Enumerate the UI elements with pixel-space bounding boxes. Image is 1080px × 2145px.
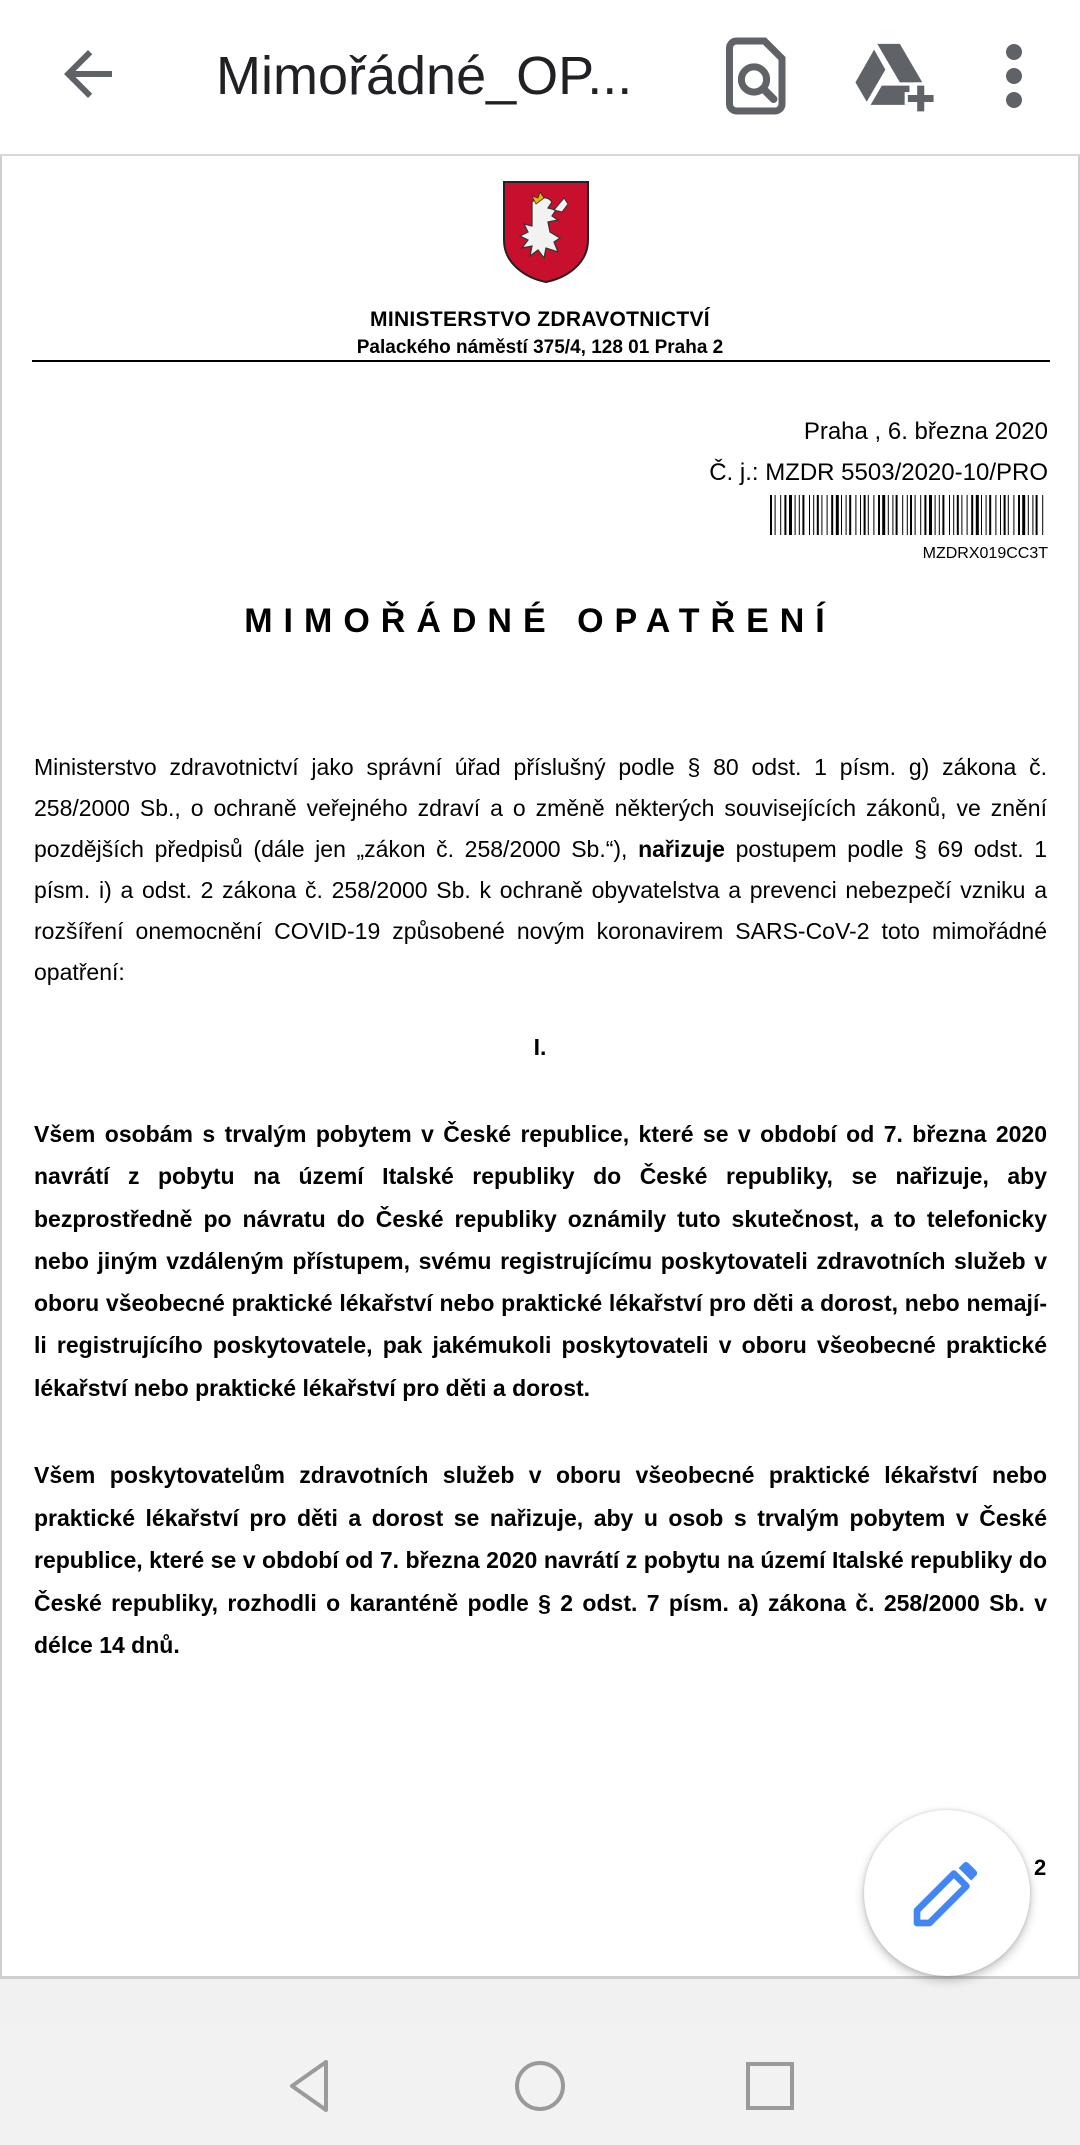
barcode-bar (924, 495, 926, 535)
barcode-bar (770, 495, 772, 535)
barcode-bar (1032, 495, 1033, 535)
barcode-code: MZDRX019CC3T (922, 545, 1048, 562)
barcode-bar (1028, 495, 1029, 535)
barcode-bar (902, 495, 903, 535)
barcode-bar (799, 495, 800, 535)
barcode-bar (802, 495, 804, 535)
intro-paragraph (34, 747, 1047, 993)
intro-text-end: postupem podle § 69 odst. 1 písm. i) a odst. 2 zákona č. 258/2000 Sb. k ochraně obyvatelstva a prevenci nebezpečí vzniku a rozšíření onemocnění COVID-19 způsobené novým koronavirem SARS-CoV-2 toto mimořádné opatření: (34, 836, 1048, 985)
barcode-bar (1008, 495, 1009, 535)
barcode-bar (817, 495, 819, 535)
more-vert-icon[interactable] (990, 36, 1038, 116)
barcode-bar (841, 495, 842, 535)
page-gap (0, 1976, 1080, 2024)
app-bar (0, 0, 1080, 156)
barcode-bar (849, 495, 851, 535)
barcode-bar (995, 495, 996, 535)
barcode-bar (986, 495, 987, 535)
barcode-bar (775, 495, 776, 535)
nav-back-icon[interactable] (278, 2054, 342, 2118)
ministry-address: Palackého náměstí 375/4, 128 01 Praha 2 (356, 337, 724, 358)
section-number: I. (533, 1034, 547, 1060)
nav-recents-icon[interactable] (738, 2054, 802, 2118)
barcode-bar (1036, 495, 1038, 535)
barcode-bar (957, 495, 959, 535)
page-edge-left (0, 156, 2, 1976)
order-paragraph-2: Všem poskytovatelům zdravotních služeb v oboru všeobecné praktické lékařství nebo praktické lékařství pro děti a dorost se nařizuje, aby u osob s trvalým pobytem v České republice, které se v období od 7. března 2020 navrátí z pobytu na území Italské republiky do České republiky, rozhodli o karanténě podle § 2 odst. 7 písm. a) zákona č. 258/2000 Sb. v délce 14 dnů. (34, 1462, 1047, 1658)
barcode-bar (878, 495, 880, 535)
intro-text-start: Ministerstvo zdravotnictví jako správní úřad příslušný podle § 80 odst. 1 písm. g) zákona č. 258/2000 Sb., o ochraně veřejného zdraví a o změně některých souvisejících zákonů, ve znění pozdějších předpisů (dále jen „zákon č. 258/2000 Sb.“), (34, 754, 1047, 862)
barcode-bar (920, 495, 921, 535)
add-to-drive-icon[interactable] (850, 36, 940, 116)
order-paragraph-1: Všem osobám s trvalým pobytem v České republice, které se v období od 7. března 2020 navrátí z pobytu na území Italské republiky do České republiky, se nařizuje, aby bezprostředně po návratu do České republiky oznámily tuto skutečnost, a to telefonicky nebo jiným vzdáleným přístupem, svému registrujícímu poskytovateli zdravotních služeb v oboru všeobecné praktické lékařství nebo praktické lékařství pro děti a dorost, nebo nemají-li registrujícího poskytovatele, pak jakémukoli poskytovateli v oboru všeobecné praktické lékařství nebo praktické lékařství pro děti a dorost. (34, 1121, 1047, 1401)
barcode-bar (888, 495, 889, 535)
document-date: Praha , 6. března 2020 (803, 418, 1048, 445)
barcode-bar (846, 495, 847, 535)
header-divider (32, 360, 1050, 362)
barcode-bar (813, 495, 814, 535)
barcode-bar (961, 495, 962, 535)
intro-bold-word: nařizuje (638, 836, 725, 862)
barcode-bar (855, 495, 856, 535)
barcode-bar (939, 495, 940, 535)
barcode-bar (1022, 495, 1025, 535)
barcode-bar (1013, 495, 1014, 535)
barcode-bar (882, 495, 885, 535)
document-title: Mimořádné_OP... (216, 46, 633, 106)
barcode-bar (892, 495, 893, 535)
barcode-bar (1000, 495, 1001, 535)
barcode-bar (784, 495, 786, 535)
barcode-bar (827, 495, 828, 535)
barcode-bar (896, 495, 898, 535)
ministry-name: MINISTERSTVO ZDRAVOTNICTVÍ (370, 308, 710, 331)
document-heading: MIMOŘÁDNÉ OPATŘENÍ (244, 602, 836, 640)
barcode-bar (967, 495, 968, 535)
find-in-document-icon[interactable] (712, 34, 796, 118)
barcode-bar (1042, 495, 1043, 535)
barcode-bar (836, 495, 839, 535)
barcode-bar (976, 495, 979, 535)
barcode-bar (795, 495, 796, 535)
barcode-bar (935, 495, 936, 535)
czech-coat-of-arms-icon (502, 180, 590, 284)
barcode-bar (1004, 495, 1006, 535)
barcode-bar (910, 495, 912, 535)
barcode-bar (929, 495, 932, 535)
barcode-bar (789, 495, 792, 535)
barcode-bar (949, 495, 950, 535)
barcode-bar (989, 495, 991, 535)
barcode-bar (821, 495, 822, 535)
reference-number: Č. j.: MZDR 5503/2020-10/PRO (709, 459, 1048, 486)
back-arrow-icon[interactable] (52, 38, 124, 110)
barcode-bar (981, 495, 982, 535)
page-number: 2 (1034, 1855, 1047, 1880)
barcode-bar (1018, 495, 1020, 535)
barcode-bar (915, 495, 916, 535)
edit-pencil-icon (907, 1853, 987, 1933)
barcode-bar (953, 495, 954, 535)
barcode-bar (971, 495, 973, 535)
barcode-bar (860, 495, 861, 535)
barcode-bar (864, 495, 866, 535)
system-nav-bar (0, 2024, 1080, 2145)
barcode-bar (831, 495, 833, 535)
barcode-bar (907, 495, 908, 535)
barcode-bar (809, 495, 810, 535)
nav-home-icon[interactable] (508, 2054, 572, 2118)
barcode-bar (942, 495, 944, 535)
edit-fab-button[interactable] (864, 1810, 1030, 1976)
barcode-bar (868, 495, 869, 535)
barcode-bar (873, 495, 874, 535)
barcode (770, 495, 1050, 535)
barcode-bar (780, 495, 781, 535)
